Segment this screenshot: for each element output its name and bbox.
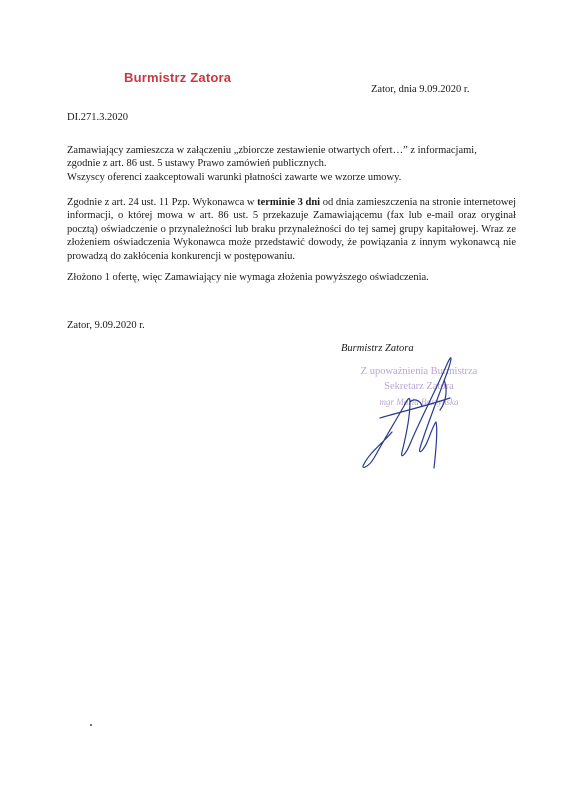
paragraph-single-offer: Złożono 1 ofertę, więc Zamawiający nie wymaga złożenia powyższego oświadczenia. [67, 272, 429, 283]
paragraph-line: Wszyscy oferenci zaakceptowali warunki płatności zawarte we wzorze umowy. [67, 171, 402, 183]
paragraph-text: Zgodnie z art. 24 ust. 11 Pzp. Wykonawca w [67, 197, 258, 208]
handwritten-signature [340, 340, 470, 470]
stamp-line: Z upoważnienia Burmistrza [360, 366, 478, 377]
footer-mark [90, 724, 92, 726]
issuer-stamp: Burmistrz Zatora [124, 70, 232, 85]
paragraph-line: Zamawiający zamieszcza w załączeniu „zbiorcze zestawienie otwartych ofert…” z informacjami, [67, 145, 477, 156]
paragraph-offers-summary [67, 144, 516, 184]
deadline-emphasis: terminie 3 dni [257, 197, 321, 208]
stamp-line: Sekretarz Zatora [384, 381, 454, 392]
closing-place-date: Zator, 9.09.2020 r. [67, 320, 145, 331]
paragraph-capital-group-statement [67, 196, 516, 263]
reference-number: DI.271.3.2020 [67, 112, 128, 123]
signatory-title: Burmistrz Zatora [341, 343, 414, 354]
paragraph-text: od dnia zamieszczenia na stronie internetowej informacji, o której mowa w art. 86 ust. 5 przekazuje Zamawiającemu (fax lub e-mail oraz oryginał pocztą) oświadczenie o przynależności lub braku przynależności do tej samej grupy kapitałowej. Wraz ze złożeniem oświadczenia Wykonawca może przedstawić dowody, że powiązania z innym wykonawcą nie prowadzą do zakłócenia konkurencji w postępowaniu. [67, 197, 516, 262]
stamp-line: mgr Maria Baszyńska [379, 397, 459, 407]
paragraph-line: zgodnie z art. 86 ust. 5 ustawy Prawo zamówień publicznych. [67, 158, 327, 170]
place-and-date: Zator, dnia 9.09.2020 r. [371, 84, 470, 95]
